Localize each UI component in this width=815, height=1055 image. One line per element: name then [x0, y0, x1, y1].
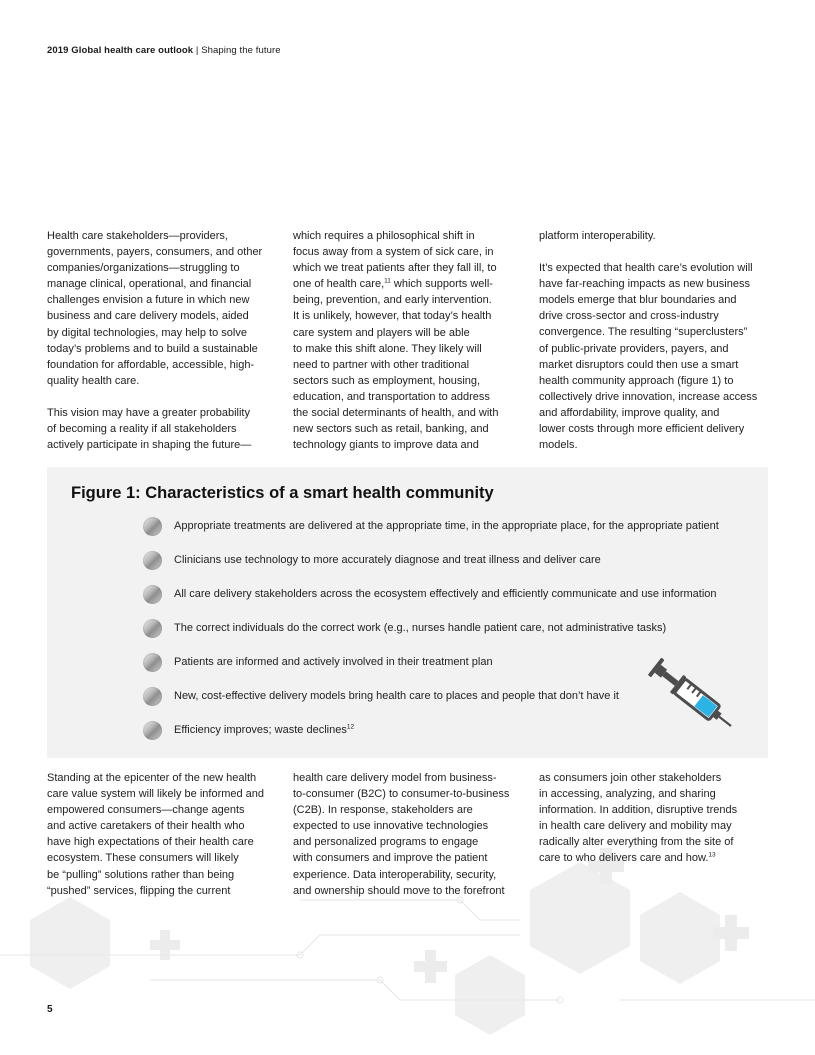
footnote-ref[interactable]: 11	[384, 277, 391, 285]
figure-list-item	[143, 583, 717, 605]
figure-list-item	[143, 617, 666, 639]
bullet-icon	[143, 619, 162, 638]
paragraph-text: as consumers join other stakeholders in accessing, analyzing, and sharing information. In addition, disruptive trends in health care delivery and mobility may radically alter everything from the site of care to who delivers care and how.	[539, 772, 738, 865]
paragraph: This vision may have a greater probability of becoming a reality if all stakeholders actively participate in shaping the future—	[47, 406, 252, 452]
figure-list-item	[143, 651, 493, 673]
paragraph: Health care stakeholders—providers, governments, payers, consumers, and other companies/organizations—struggling to manage clinical, operational, and financial challenges envision a future in which new business and care delivery models, aided by digital technologies, may help to solve today’s problems and to build a sustainable foundation for affordable, accessible, high- quality health care.	[47, 230, 263, 387]
paragraph-text: which supports well- being, prevention, and early intervention. It is unlikely, however, that today’s health care system and players will be able to make this shift alone. They likely will need to partner with other traditional sectors such as employment, housing, education, and transportation to address the social determinants of health, and with new sectors such as retail, banking, and technology giants to improve data and	[293, 278, 499, 452]
bullet-icon	[143, 687, 162, 706]
figure-list-item	[143, 719, 354, 741]
syringe-icon	[643, 647, 743, 743]
figure-list-item	[143, 549, 601, 571]
top-column-1	[47, 228, 277, 453]
header-subtitle: Shaping the future	[201, 45, 281, 56]
paragraph	[539, 770, 769, 867]
figure-item-label: Efficiency improves; waste declines	[174, 724, 347, 736]
figure-1-box	[47, 467, 768, 758]
paragraph: health care delivery model from business- to-consumer (B2C) to consumer-to-business (C2B). In response, stakeholders are expected to use innovative technologies and personalized programs to engage with consumers and improve the patient experience. Data interoperability, security, and ownership should move to the forefront	[293, 772, 510, 897]
bottom-column-3	[539, 770, 769, 867]
paragraph: platform interoperability.	[539, 230, 656, 242]
header-separator: |	[193, 45, 202, 56]
figure-item-text	[174, 724, 354, 736]
figure-item-text: Clinicians use technology to more accurately diagnose and treat illness and deliver care	[174, 554, 601, 566]
top-column-2	[293, 228, 523, 453]
figure-item-text: Appropriate treatments are delivered at the appropriate time, in the appropriate place, for the appropriate patient	[174, 520, 719, 532]
figure-item-text: All care delivery stakeholders across the ecosystem effectively and efficiently communicate and use information	[174, 588, 717, 600]
figure-title: Figure 1: Characteristics of a smart health community	[71, 484, 494, 502]
bottom-column-2	[293, 770, 523, 899]
figure-item-text: New, cost-effective delivery models bring health care to places and people that don’t have it	[174, 690, 619, 702]
bottom-column-1	[47, 770, 277, 899]
footnote-ref[interactable]: 13	[708, 851, 716, 859]
bullet-icon	[143, 551, 162, 570]
paragraph: It’s expected that health care’s evolution will have far-reaching impacts as new business models emerge that blur boundaries and drive cross-sector and cross-industry convergence. The resulting “superclusters” of public-private providers, payers, and market disruptors could then use a smart health community approach (figure 1) to collectively drive innovation, increase access and affordability, improve quality, and lower costs through more efficient delivery models.	[539, 262, 758, 452]
header-title: 2019 Global health care outlook	[47, 45, 194, 56]
figure-list-item	[143, 685, 619, 707]
paragraph	[293, 228, 523, 453]
figure-list-item	[143, 515, 719, 537]
bullet-icon	[143, 653, 162, 672]
bullet-icon	[143, 585, 162, 604]
paragraph: Standing at the epicenter of the new health care value system will likely be informed and empowered consumers—change agents and active caretakers of their health who have high expectations of their health care ecosystem. These consumers will likely be “pulling” solutions rather than being “pushed” services, flipping the current	[47, 772, 265, 897]
page-number: 5	[47, 1004, 53, 1015]
bullet-icon	[143, 517, 162, 536]
footnote-ref[interactable]: 12	[346, 723, 355, 731]
bullet-icon	[143, 721, 162, 740]
top-column-3	[539, 228, 774, 453]
figure-item-text: Patients are informed and actively involved in their treatment plan	[174, 656, 493, 668]
page-header	[47, 45, 281, 56]
paragraph-text: which requires a philosophical shift in focus away from a system of sick care, in which we treat patients after they fall ill, to one of health care,	[293, 230, 497, 291]
figure-item-text: The correct individuals do the correct work (e.g., nurses handle patient care, not administrative tasks)	[174, 622, 667, 634]
